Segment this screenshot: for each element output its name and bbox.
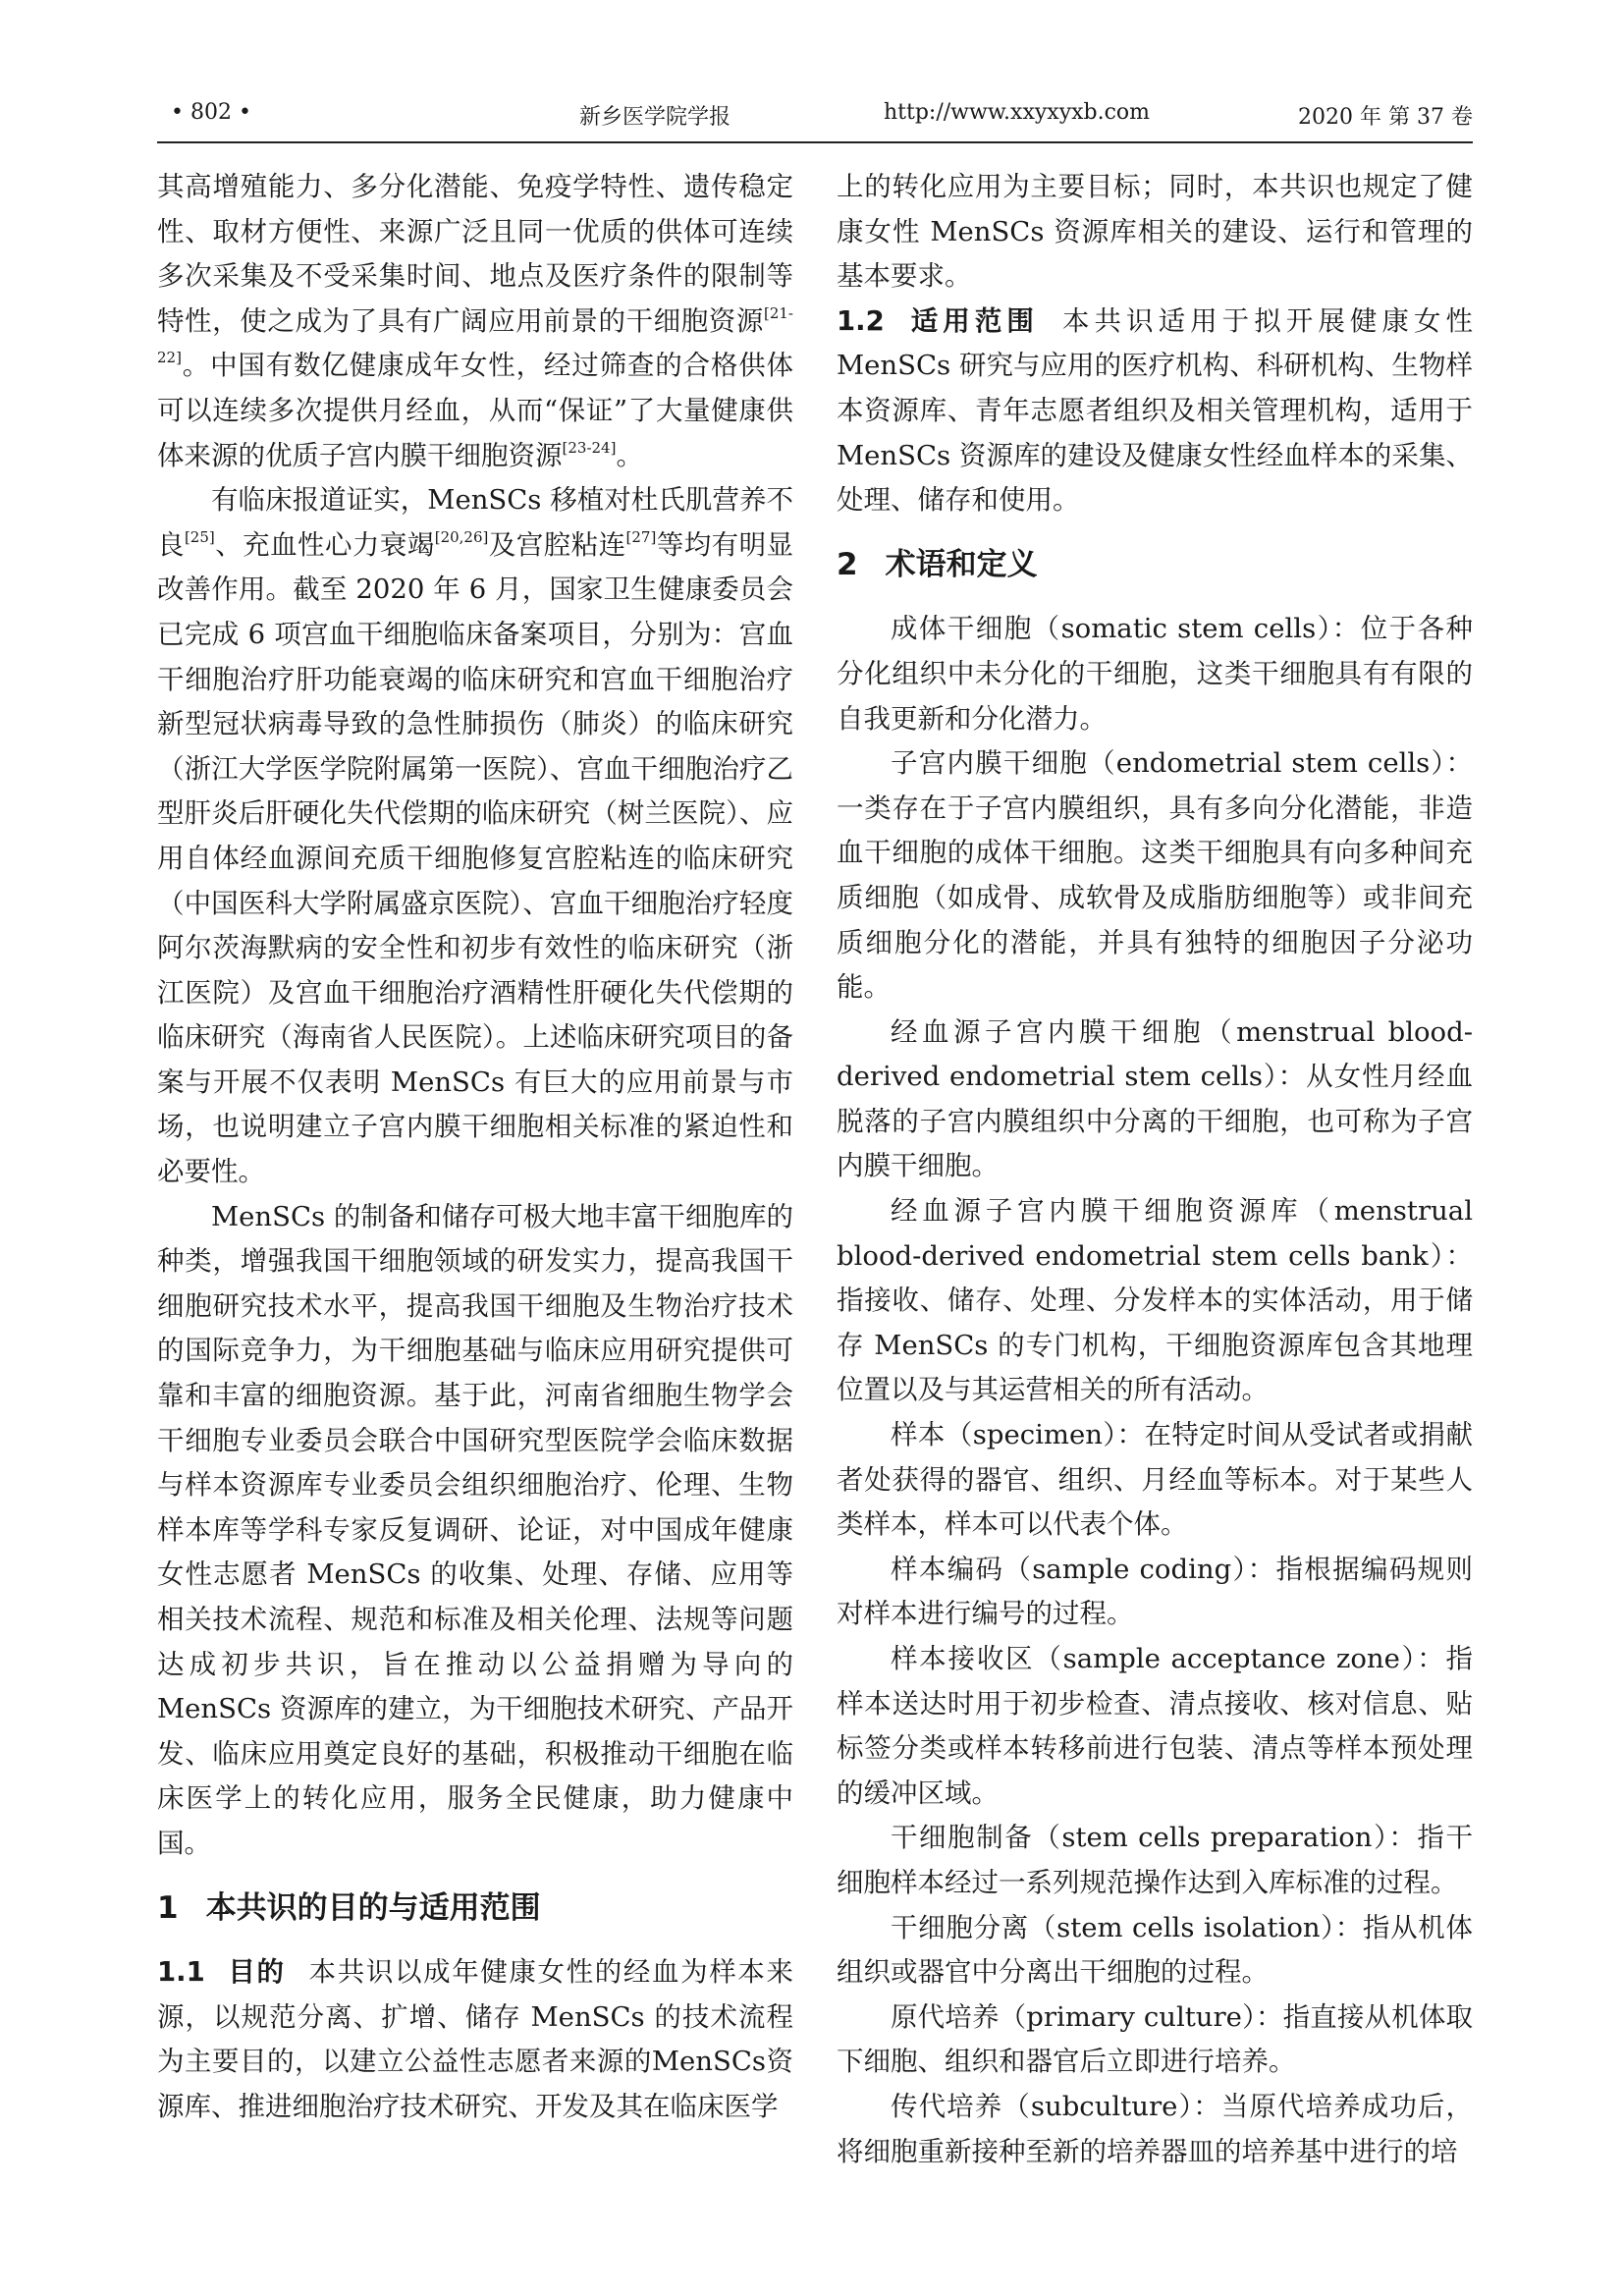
journal-url[interactable]: http://www.xxyxyxb.com [884,100,1151,125]
right-column [837,165,1473,2174]
paragraph-consensus-background: MenSCs 的制备和储存可极大地丰富干细胞库的种类，增强我国干细胞领域的研发实力，提高我国干细胞研究技术水平，提高我国干细胞及生物治疗技术的国际竞争力，为干细胞基础与临床应用研究提供可靠和丰富的细胞资源。基于此，河南省细胞生物学会干细胞专业委员会联合中国研究型医院学会临床数据与样本资源库专业委员会组织细胞治疗、伦理、生物样本库等学科专家反复调研、论证，对中国成年健康女性志愿者 MenSCs 的收集、处理、存储、应用等相关技术流程、规范和标准及相关伦理、法规等问题达成初步共识，旨在推动以公益捐赠为导向的 MenSCs 资源库的建立，为干细胞技术研究、产品开发、临床应用奠定良好的基础，积极推动干细胞在临床医学上的转化应用，服务全民健康，助力健康中国。 [157,1200,793,1859]
citation: [21-22] [157,303,793,367]
definition-stem-cells-isolation: 干细胞分离（stem cells isolation）：指从机体组织或器官中分离出干细胞的过程。 [837,1911,1473,1989]
definition-specimen: 样本（specimen）：在特定时间从受试者或捐献者处获得的器官、组织、月经血等标本。对于某些人类样本，样本可以代表个体。 [837,1419,1473,1541]
definition-stem-cells-bank: 经血源子宫内膜干细胞资源库（menstrual blood-derived endometrial stem cells bank）：指接收、储存、处理、分发样本的实体活动，用于储存 MenSCs 的专门机构，干细胞资源库包含其地理位置以及与其运营相关的所有活动。 [837,1195,1473,1406]
journal-volume: 2020 年 第 37 卷 [1298,105,1473,130]
section-heading-1: 1 本共识的目的与适用范围 [157,1889,541,1926]
definition-somatic-stem-cells: 成体干细胞（somatic stem cells）：位于各种分化组织中未分化的干细胞，这类干细胞具有有限的自我更新和分化潜力。 [837,613,1473,735]
definition-stem-cells-preparation: 干细胞制备（stem cells preparation）：指干细胞样本经过一系列规范操作达到入库标准的过程。 [837,1822,1473,1898]
paragraph-stem-cell-advantages: 其高增殖能力、多分化潜能、免疫学特性、遗传稳定性、取材方便性、来源广泛且同一优质的供体可连续多次采集及不受采集时间、地点及医疗条件的限制等特性，使之成为了具有广阔应用前景的干细胞资源[21-22]。中国有数亿健康成年女性，经过筛查的合格供体可以连续多次提供月经血，从而“保证”了大量健康供体来源的优质子宫内膜干细胞资源[23-24]。 [157,171,793,471]
journal-name: 新乡医学院学报 [579,105,731,130]
definition-sample-coding: 样本编码（sample coding）：指根据编码规则对样本进行编号的过程。 [837,1553,1473,1630]
subsection-1-2: 1.2 适用范围 本共识适用于拟开展健康女性 MenSCs 研究与应用的医疗机构、科研机构、生物样本资源库、青年志愿者组织及相关管理机构，适用于 MenSCs 资源库的建设及健康女性经血样本的采集、处理、储存和使用。 [837,304,1474,517]
definition-endometrial-stem-cells: 子宫内膜干细胞（endometrial stem cells）：一类存在于子宫内膜组织，具有多向分化潜能，非造血干细胞的成体干细胞。这类干细胞具有向多种间充质细胞（如成骨、成软骨及成脂肪细胞等）或非间充质细胞分化的潜能，并具有独特的细胞因子分泌功能。 [837,747,1473,1004]
definition-subculture: 传代培养（subculture）：当原代培养成功后，将细胞重新接种至新的培养器皿的培养基中进行的培 [837,2090,1473,2167]
paragraph-continuation: 上的转化应用为主要目标；同时，本共识也规定了健康女性 MenSCs 资源库相关的建设、运行和管理的基本要求。 [837,171,1473,293]
paragraph-clinical-reports: 有临床报道证实，MenSCs 移植对杜氏肌营养不良[25]、充血性心力衰竭[20,26]及宫腔粘连[27]等均有明显改善作用。截至 2020 年 6 月，国家卫生健康委员会已完成 6 项宫血干细胞临床备案项目，分别为：宫血干细胞治疗肝功能衰竭的临床研究和宫血干细胞治疗新型冠状病毒导致的急性肺损伤（肺炎）的临床研究（浙江大学医学院附属第一医院）、宫血干细胞治疗乙型肝炎后肝硬化失代偿期的临床研究（树兰医院）、应用自体经血源间充质干细胞修复宫腔粘连的临床研究（中国医科大学附属盛京医院）、宫血干细胞治疗轻度阿尔茨海默病的安全性和初步有效性的临床研究（浙江医院）及宫血干细胞治疗酒精性肝硬化失代偿期的临床研究（海南省人民医院）。上述临床研究项目的备案与开展不仅表明 MenSCs 有巨大的应用前景与市场，也说明建立子宫内膜干细胞相关标准的紧迫性和必要性。 [157,484,794,1188]
subsection-1-1: 1.1 目的 本共识以成年健康女性的经血为样本来源，以规范分离、扩增、储存 MenSCs 的技术流程为主要目的，以建立公益性志愿者来源的MenSCs资源库、推进细胞治疗技术研究、开发及其在临床医学 [157,1956,794,2122]
left-column [157,165,793,2130]
definition-primary-culture: 原代培养（primary culture）：指直接从机体取下细胞、组织和器官后立即进行培养。 [837,2000,1473,2078]
citation: [25] [184,527,215,546]
definition-menstrual-blood-stem-cells: 经血源子宫内膜干细胞（menstrual blood-derived endometrial stem cells）：从女性月经血脱落的子宫内膜组织中分离的干细胞，也可称为子宫内膜干细胞。 [837,1015,1473,1182]
definition-sample-acceptance-zone: 样本接收区（sample acceptance zone）：指样本送达时用于初步检查、清点接收、核对信息、贴标签分类或样本转移前进行包装、清点等样本预处理的缓冲区域。 [837,1643,1473,1809]
section-heading-2: 2 术语和定义 [837,546,1038,582]
citation: [27] [625,527,657,546]
page-number: • 802 • [171,100,251,125]
citation: [23-24] [562,438,617,457]
running-header [157,98,1473,143]
citation: [20,26] [434,527,489,546]
